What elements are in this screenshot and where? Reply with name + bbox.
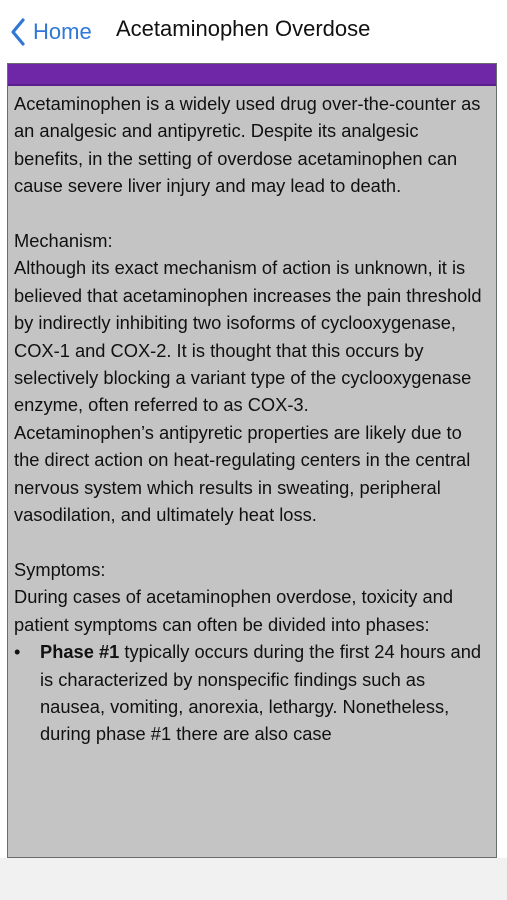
article-scroll-view[interactable] (7, 63, 497, 858)
phase-1-text: typically occurs during the first 24 hours and is characterized by nonspecific findings such as nausea, vomiting, anorexia, lethargy. Nonetheless, during phase #1 there are also case (40, 641, 482, 745)
bottom-bar (0, 858, 507, 900)
mechanism-heading: Mechanism: (14, 230, 113, 252)
back-label: Home (33, 19, 92, 44)
paragraph-spacer (14, 528, 490, 555)
navigation-bar (0, 0, 507, 62)
list-item-phase-1 (40, 638, 490, 748)
symptoms-heading: Symptoms: (14, 558, 106, 580)
back-button[interactable] (10, 14, 92, 50)
phase-1-label: Phase #1 (40, 641, 120, 663)
article-text (14, 90, 490, 748)
symptoms-paragraph: During cases of acetaminophen overdose, toxicity and patient symptoms can often be divided into phases: (14, 586, 453, 635)
page-title: Acetaminophen Overdose (116, 16, 371, 41)
paragraph-spacer (14, 200, 490, 227)
phases-list (14, 638, 490, 748)
mechanism-paragraph-1: Although its exact mechanism of action is unknown, it is believed that acetaminophen increases the pain threshold by indirectly inhibiting two isoforms of cyclooxygenase, COX-1 and COX-2. It is thought that this occurs by selectively blocking a variant type of the cyclooxygenase enzyme, often referred to as COX-3. (14, 257, 482, 416)
header-accent-bar (8, 64, 496, 86)
chevron-left-icon (10, 17, 26, 47)
mechanism-paragraph-2: Acetaminophen’s antipyretic properties are likely due to the direct action on heat-regulating centers in the central nervous system which results in sweating, peripheral vasodilation, and ultimately heat loss. (14, 421, 471, 526)
intro-paragraph: Acetaminophen is a widely used drug over-the-counter as an analgesic and antipyretic. Despite its analgesic benefits, in the setting of overdose acetaminophen can cause severe liver injury and may lead to death. (14, 93, 481, 197)
